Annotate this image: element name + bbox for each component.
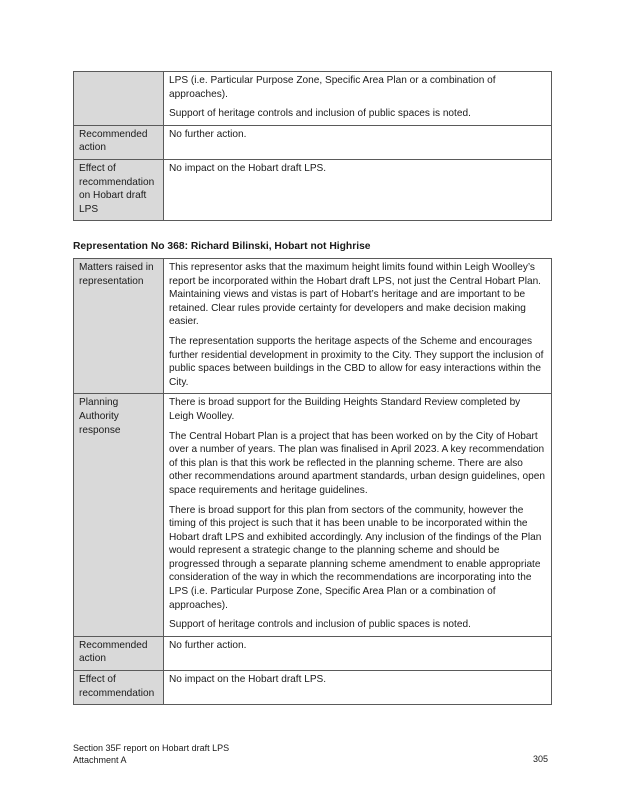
paragraph: There is broad support for the Building Heights Standard Review completed by Leigh Woolley. xyxy=(169,397,521,422)
row-label: Recommended action xyxy=(74,636,164,670)
paragraph: The representation supports the heritage aspects of the Scheme and encourages further residential development in proximity to the City. They support the inclusion of public spaces between buildings in the CBD to allow for easy interactions within the City. xyxy=(169,335,544,388)
page-number: 305 xyxy=(533,754,549,764)
table-row xyxy=(74,259,552,394)
page-footer xyxy=(73,743,229,766)
table-row xyxy=(74,125,552,159)
row-value xyxy=(164,125,552,159)
paragraph: Support of heritage controls and inclusion of public spaces is noted. xyxy=(169,108,471,120)
table-row xyxy=(74,636,552,670)
row-value xyxy=(164,159,552,220)
row-label: Matters raised in representation xyxy=(74,259,164,394)
row-value xyxy=(164,72,552,126)
row-value xyxy=(164,636,552,670)
row-value xyxy=(164,259,552,394)
row-label xyxy=(74,72,164,126)
table-row xyxy=(74,671,552,705)
row-label: Effect of recommendation on Hobart draft LPS xyxy=(74,159,164,220)
row-label: Recommended action xyxy=(74,125,164,159)
table-row xyxy=(74,159,552,220)
paragraph: No further action. xyxy=(169,639,247,651)
paragraph: Support of heritage controls and inclusion of public spaces is noted. xyxy=(169,619,471,631)
paragraph: No impact on the Hobart draft LPS. xyxy=(169,162,327,174)
continuation-table xyxy=(73,71,552,221)
representation-heading: Representation No 368: Richard Bilinski, Hobart not Highrise xyxy=(73,241,371,252)
row-label: Effect of recommendation xyxy=(74,671,164,705)
paragraph: No impact on the Hobart draft LPS. xyxy=(169,674,327,686)
footer-report-title: Section 35F report on Hobart draft LPS xyxy=(73,743,230,753)
representation-table xyxy=(73,258,552,705)
row-value xyxy=(164,394,552,637)
paragraph: This representor asks that the maximum height limits found within Leigh Woolley’s report be incorporated within the Hobart draft LPS, not just the Central Hobart Plan. Maintaining views and vistas is part of Hobart’s heritage and are important to be retained. Clear rules provide certainty for developers and make decision making easier. xyxy=(169,262,541,328)
paragraph: The Central Hobart Plan is a project that has been worked on by the City of Hobart over a number of years. The plan was finalised in April 2023. A key recommendation of this plan is that this work be reflected in the planning scheme. There are also other recommendations around apartment standards, urban design guidelines, open space requirements and heritage guidelines. xyxy=(169,430,545,496)
paragraph: There is broad support for this plan from sectors of the community, however the timing of this project is such that it has been unable to be incorporated within the Hobart draft LPS and exhibited accordingly. Any inclusion of the findings of the Plan would represent a strategic change to the planning scheme and should be progressed through a separate planning scheme amendment to enable appropriate consideration of the way in which the recommendations are incorporating into the LPS (i.e. Particular Purpose Zone, Specific Area Plan or a combination of approaches). xyxy=(169,504,542,611)
table-row xyxy=(74,72,552,126)
row-label: Planning Authority response xyxy=(74,394,164,637)
table-row xyxy=(74,394,552,637)
footer-attachment: Attachment A xyxy=(73,754,127,765)
paragraph: LPS (i.e. Particular Purpose Zone, Specific Area Plan or a combination of approaches). xyxy=(169,75,496,100)
row-value xyxy=(164,671,552,705)
paragraph: No further action. xyxy=(169,128,247,140)
